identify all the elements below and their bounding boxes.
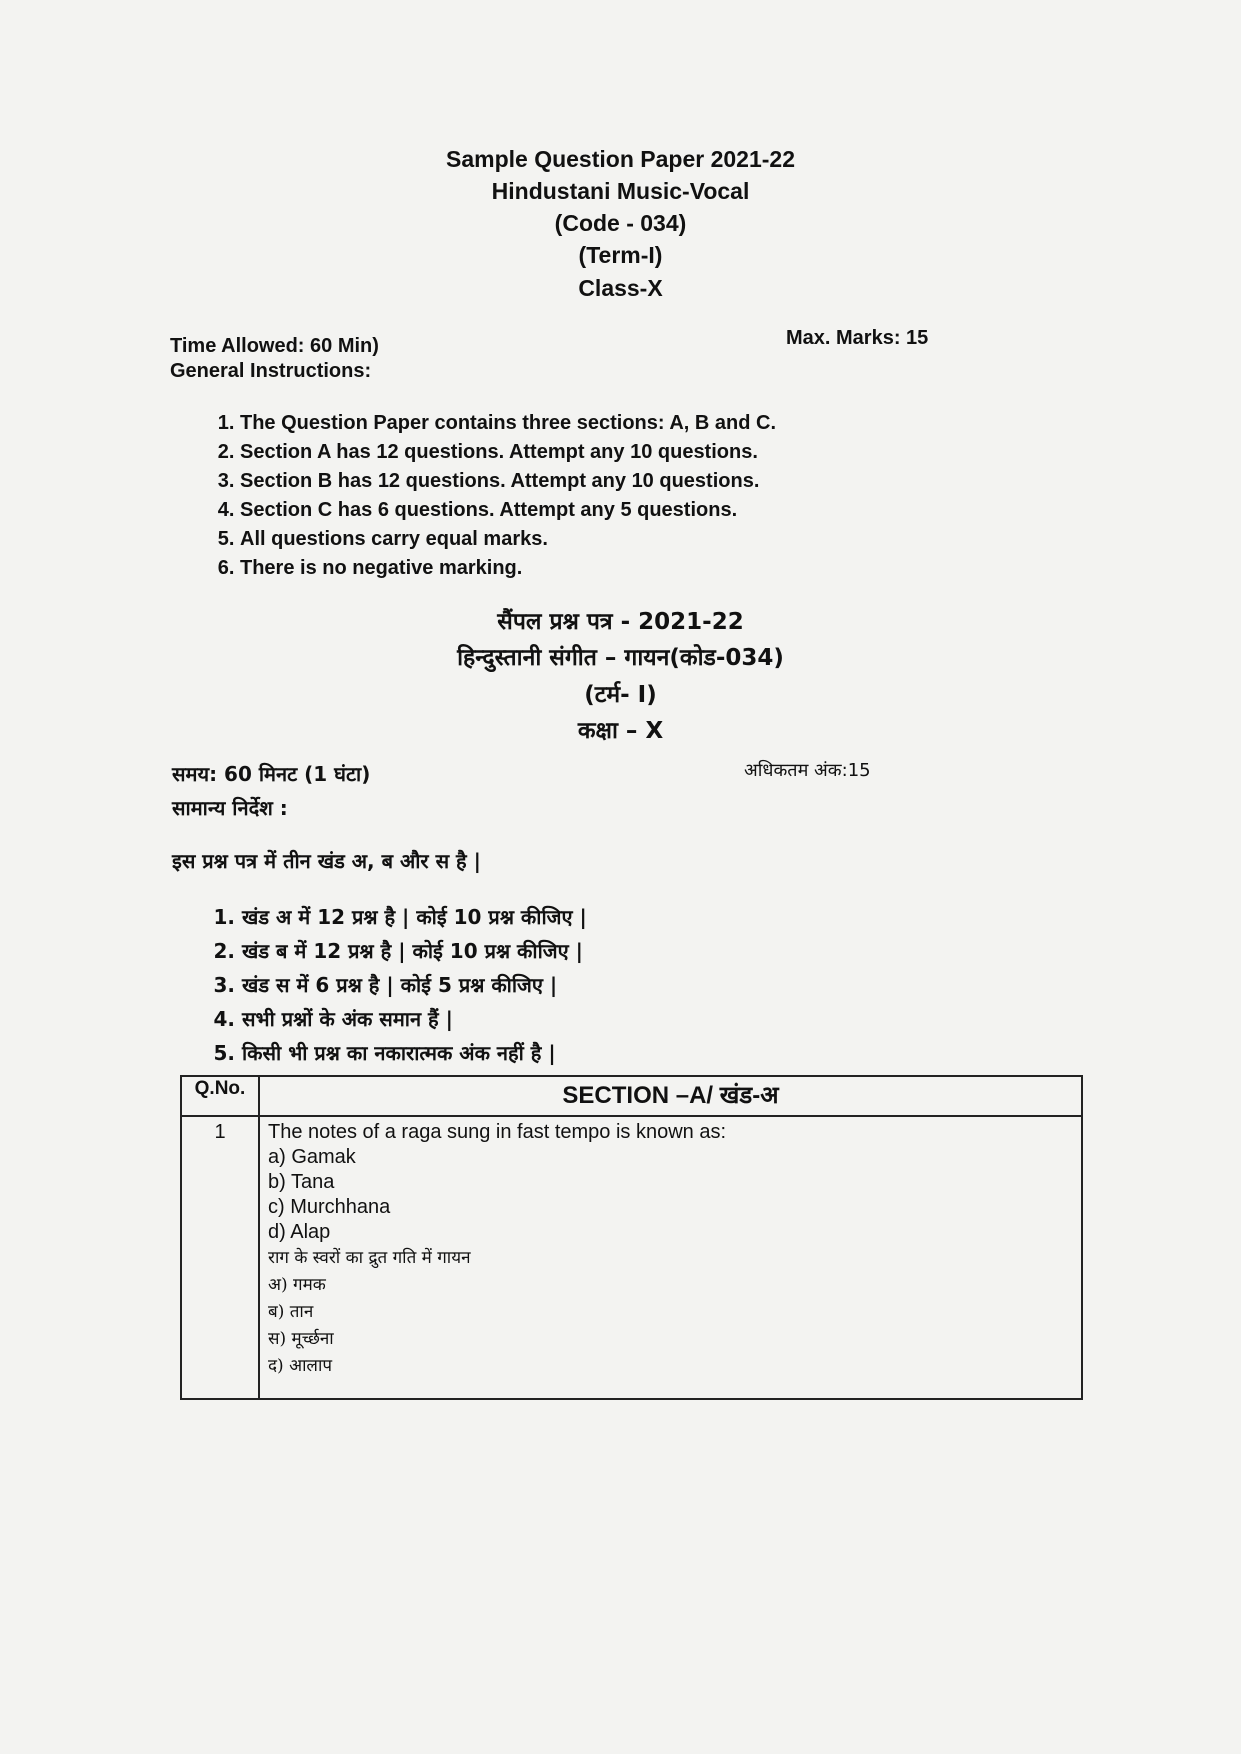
hindi-instruction-item: 3. खंड स में 6 प्रश्न है | कोई 5 प्रश्न कीजिए | bbox=[242, 968, 587, 1002]
hindi-option: ब) तान bbox=[268, 1302, 314, 1322]
table-header-row bbox=[181, 1076, 1082, 1116]
hindi-instruction-item: 2. खंड ब में 12 प्रश्न है | कोई 10 प्रश्न कीजिए | bbox=[242, 934, 587, 968]
question-number: 1 bbox=[181, 1116, 259, 1399]
hindi-max-marks: अधिकतम अंक:15 bbox=[744, 760, 871, 781]
instruction-item: 3. Section B has 12 questions. Attempt any 10 questions. bbox=[240, 467, 776, 496]
max-marks: Max. Marks: 15 bbox=[786, 327, 929, 349]
class-label: Class-X bbox=[578, 275, 663, 301]
hindi-instruction-item: 5. किसी भी प्रश्न का नकारात्मक अंक नहीं है | bbox=[242, 1036, 587, 1070]
section-title: SECTION –A/ खंड-अ bbox=[259, 1076, 1082, 1116]
option: b) Tana bbox=[268, 1171, 335, 1193]
hindi-intro-text: इस प्रश्न पत्र में तीन खंड अ, ब और स है | bbox=[172, 849, 481, 873]
hindi-instruction-item: 1. खंड अ में 12 प्रश्न है | कोई 10 प्रश्न कीजिए | bbox=[242, 900, 587, 934]
subject-code: (Code - 034) bbox=[554, 210, 687, 236]
question-cell bbox=[259, 1116, 1082, 1399]
hindi-term-label: (टर्म- I) bbox=[584, 682, 657, 708]
hindi-option: अ) गमक bbox=[268, 1275, 326, 1295]
time-allowed: Time Allowed: 60 Min) bbox=[170, 335, 379, 357]
question-table bbox=[180, 1075, 1083, 1400]
instruction-item: 6. There is no negative marking. bbox=[240, 554, 776, 583]
hindi-option: द) आलाप bbox=[268, 1356, 333, 1376]
hindi-instructions-list bbox=[210, 900, 587, 1070]
option: d) Alap bbox=[268, 1221, 331, 1243]
instruction-item: 1. The Question Paper contains three sections: A, B and C. bbox=[240, 409, 776, 438]
table-row bbox=[181, 1116, 1082, 1399]
instruction-item: 2. Section A has 12 questions. Attempt any 10 questions. bbox=[240, 438, 776, 467]
option: a) Gamak bbox=[268, 1146, 356, 1168]
paper-title: Sample Question Paper 2021-22 bbox=[446, 146, 795, 172]
question-text: The notes of a raga sung in fast tempo is known as: bbox=[268, 1121, 727, 1143]
hindi-class-label: कक्षा – X bbox=[577, 718, 664, 744]
hindi-time: समय: 60 मिनट (1 घंटा) bbox=[172, 762, 371, 786]
hindi-general-instructions-heading: सामान्य निर्देश : bbox=[172, 796, 288, 820]
option: c) Murchhana bbox=[268, 1196, 391, 1218]
column-header-qno: Q.No. bbox=[181, 1076, 259, 1116]
term-label: (Term-I) bbox=[578, 242, 663, 268]
instruction-item: 4. Section C has 6 questions. Attempt any 5 questions. bbox=[240, 496, 776, 525]
general-instructions-heading: General Instructions: bbox=[170, 360, 372, 382]
hindi-question-text: राग के स्वरों का द्रुत गति में गायन bbox=[268, 1248, 471, 1268]
hindi-paper-title: सैंपल प्रश्न पत्र - 2021-22 bbox=[497, 609, 744, 635]
hindi-option: स) मूर्च्छना bbox=[268, 1329, 334, 1349]
instructions-list bbox=[208, 409, 776, 583]
hindi-subject-title: हिन्दुस्तानी संगीत – गायन(कोड-034) bbox=[457, 645, 784, 671]
hindi-instruction-item: 4. सभी प्रश्नों के अंक समान हैं | bbox=[242, 1002, 587, 1036]
subject-title: Hindustani Music-Vocal bbox=[491, 178, 750, 204]
instruction-item: 5. All questions carry equal marks. bbox=[240, 525, 776, 554]
